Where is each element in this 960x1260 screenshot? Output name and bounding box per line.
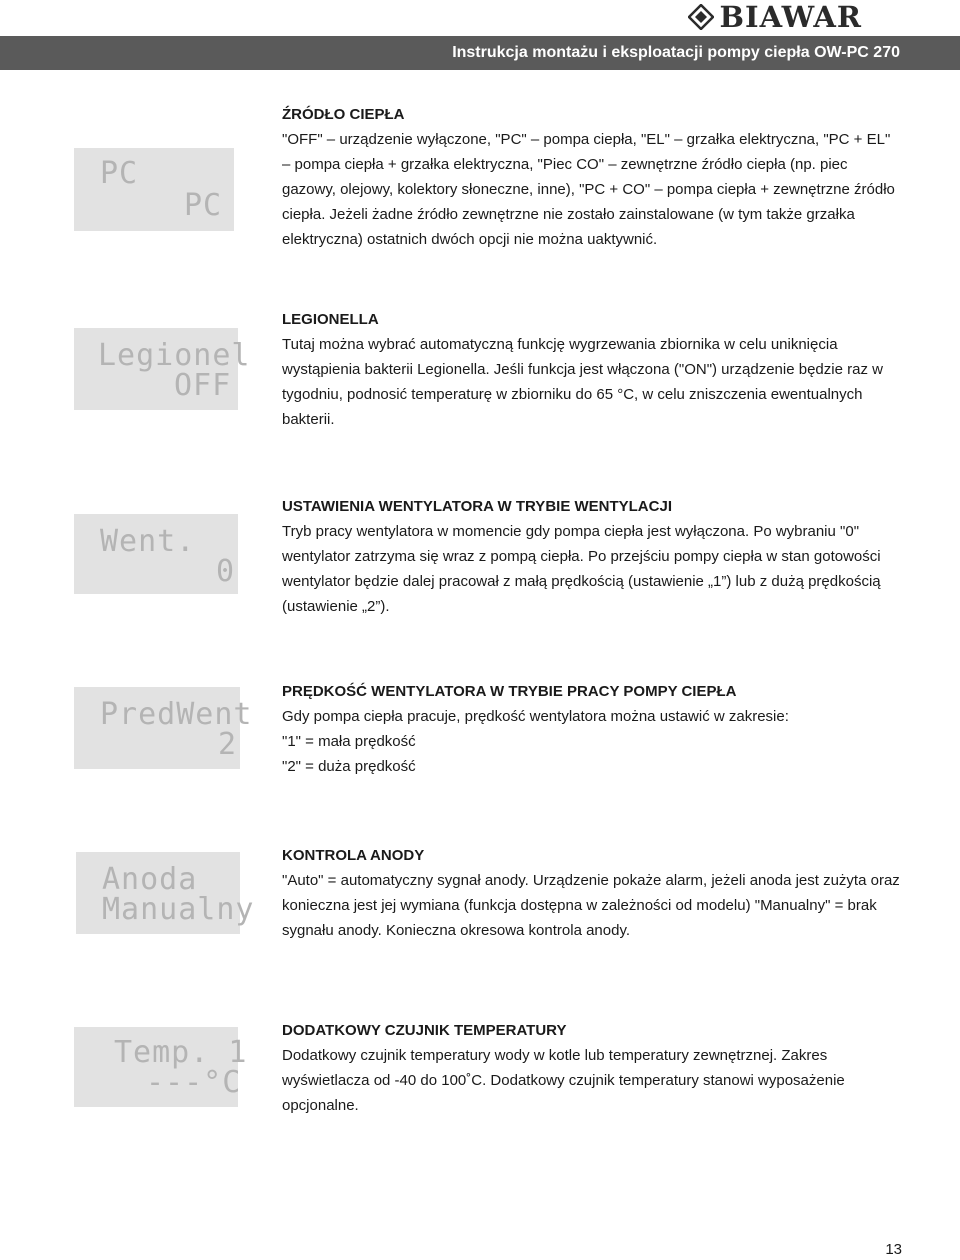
lcd-line-2: OFF [174,368,232,403]
section-body: "OFF" – urządzenie wyłączone, "PC" – pompa ciepła, "EL" – grzałka elektryczna, "PC + EL" – pompa ciepła + grzałka elektryczna, "Piec CO" – zewnętrzne źródło ciepła (np. piec gazowy, olejowy, kolektory słoneczne, inne), "PC + CO" – pompa ciepła + zewnętrzne źródło ciepła. Jeżeli żadne źródło zewnętrzne nie zostało zainstalowane (w tym także grzałka elektryczna) ostatnich dwóch opcji nie można uaktywnić. [282,131,895,248]
section-body: Tryb pracy wentylatora w momencie gdy pompa ciepła jest wyłączona. Po wybraniu "0" wentylator zatrzyma się wraz z pompą ciepła. Po przejściu pompy ciepła w stan gotowości wentylator będzie dalej pracował z małą prędkością (ustawienie „1”) lub z dużą prędkością (ustawienie „2”). [282,523,881,615]
section-legionella [282,307,902,432]
page-number: 13 [885,1241,902,1258]
lcd-line-2: 2 [218,727,238,762]
section-heading: LEGIONELLA [282,311,379,328]
section-line: "2" = duża prędkość [282,758,416,775]
header-bar [0,36,960,70]
section-fan-speed [282,679,902,779]
section-line: Gdy pompa ciepła pracuje, prędkość wentylatora można ustawić w zakresie: [282,708,789,725]
lcd-line-2: PC [184,188,223,223]
section-line: "1" = mała prędkość [282,733,416,750]
lcd-line-1: Temp. 1 [114,1035,248,1070]
section-body: "Auto" = automatyczny sygnał anody. Urządzenie pokaże alarm, jeżeli anoda jest zużyta oraz konieczna jest jej wymiana (funkcja dostępna w zależności od modelu) "Manualny" = brak sygnału anody. Konieczna okresowa kontrola anody. [282,872,900,939]
section-extra-temperature-sensor [282,1018,902,1118]
lcd-display-legionella [74,328,251,410]
section-heading: ŹRÓDŁO CIEPŁA [282,106,405,123]
lcd-display-extra-sensor [74,1027,248,1107]
brand-name: BIAWAR [719,0,862,34]
section-body: Tutaj można wybrać automatyczną funkcję wygrzewania zbiornika w celu uniknięcia wystąpienia bakterii Legionella. Jeśli funkcja jest włączona ("ON") urządzenie będzie raz w tygodniu, podnosić temperaturę w zbiorniku do 65 °C, w celu zniszczenia ewentualnych bakterii. [282,336,883,428]
lcd-display-heat-source [74,148,234,231]
lcd-line-1: Legionel [98,338,251,373]
lcd-line-1: PredWent [100,697,253,732]
section-fan-ventilation [282,494,902,619]
lcd-line-1: Went. [100,524,196,559]
lcd-line-2: Manualny [102,892,255,927]
document-title: Instrukcja montażu i eksploatacji pompy ciepła OW-PC 270 [452,44,900,61]
section-body: Dodatkowy czujnik temperatury wody w kotle lub temperatury zewnętrznej. Zakres wyświetlacza od -40 do 100˚C. Dodatkowy czujnik temperatury stanowi wyposażenie opcjonalne. [282,1047,845,1114]
section-heading: DODATKOWY CZUJNIK TEMPERATURY [282,1022,567,1039]
lcd-line-2: ---°C [146,1065,242,1100]
biawar-logo-icon [688,4,714,30]
lcd-line-1: PC [100,156,139,191]
lcd-display-anode [76,852,255,934]
section-heat-source [282,102,902,252]
lcd-line-2: 0 [216,554,236,589]
brand-logo [688,2,862,32]
lcd-display-fan-speed [74,687,253,769]
lcd-line-1: Anoda [102,862,198,897]
section-anode-control [282,843,902,943]
section-heading: USTAWIENIA WENTYLATORA W TRYBIE WENTYLACJI [282,498,672,515]
section-heading: PRĘDKOŚĆ WENTYLATORA W TRYBIE PRACY POMPY CIEPŁA [282,683,737,700]
section-heading: KONTROLA ANODY [282,847,425,864]
lcd-display-fan-ventilation [74,514,238,594]
